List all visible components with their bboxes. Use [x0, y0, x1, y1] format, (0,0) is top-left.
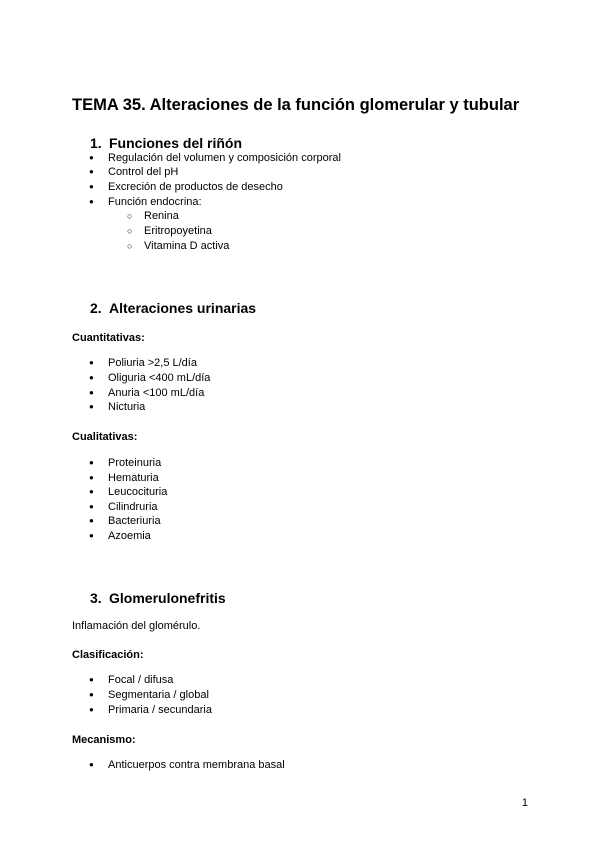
- list-item: ● Control del pH: [108, 166, 178, 178]
- section-1-title: Funciones del riñón: [109, 135, 243, 151]
- list-item: ● Primaria / secundaria: [108, 704, 212, 716]
- section-3-number: 3.: [90, 590, 102, 606]
- subheading-mecanismo: Mecanismo:: [72, 734, 136, 746]
- section-1-heading: [90, 135, 242, 151]
- list-item: ● Poliuria >2,5 L/día: [108, 357, 197, 369]
- list-item: ● Anticuerpos contra membrana basal: [108, 759, 285, 771]
- sub-list-item: ○ Renina: [144, 210, 179, 222]
- list-item: ● Azoemia: [108, 530, 151, 542]
- document-title: TEMA 35. Alteraciones de la función glomerular y tubular: [72, 96, 520, 114]
- list-item: ● Hematuria: [108, 472, 159, 484]
- subheading-clasificacion: Clasificación:: [72, 649, 144, 661]
- sub-list-item: ○ Vitamina D activa: [144, 240, 229, 252]
- list-item: ● Anuria <100 mL/día: [108, 387, 204, 399]
- section-3-title: Glomerulonefritis: [109, 590, 226, 606]
- list-item: ● Regulación del volumen y composición corporal: [108, 152, 341, 164]
- list-item: ● Leucocituria: [108, 486, 167, 498]
- list-item: ● Cilindruria: [108, 501, 158, 513]
- section-1-number: 1.: [90, 135, 102, 151]
- list-item: ● Nicturia: [108, 401, 145, 413]
- section-2-heading: [90, 300, 256, 316]
- list-item: ● Excreción de productos de desecho: [108, 181, 283, 193]
- list-item: ● Proteinuria: [108, 457, 161, 469]
- list-item: ● Segmentaria / global: [108, 689, 209, 701]
- subheading-cualitativas: Cualitativas:: [72, 431, 138, 443]
- section-3-intro: Inflamación del glomérulo.: [72, 620, 201, 632]
- list-item: ● Oliguria <400 mL/día: [108, 372, 210, 384]
- section-2-title: Alteraciones urinarias: [109, 300, 257, 316]
- section-3-heading: [90, 590, 226, 606]
- page-number: 1: [521, 797, 528, 809]
- list-item: ● Función endocrina:: [108, 196, 202, 208]
- sub-list-item: ○ Eritropoyetina: [144, 225, 212, 237]
- list-item: ● Bacteriuria: [108, 515, 161, 527]
- subheading-cuantitativas: Cuantitativas:: [72, 332, 145, 344]
- section-2-number: 2.: [90, 300, 102, 316]
- list-item: ● Focal / difusa: [108, 674, 173, 686]
